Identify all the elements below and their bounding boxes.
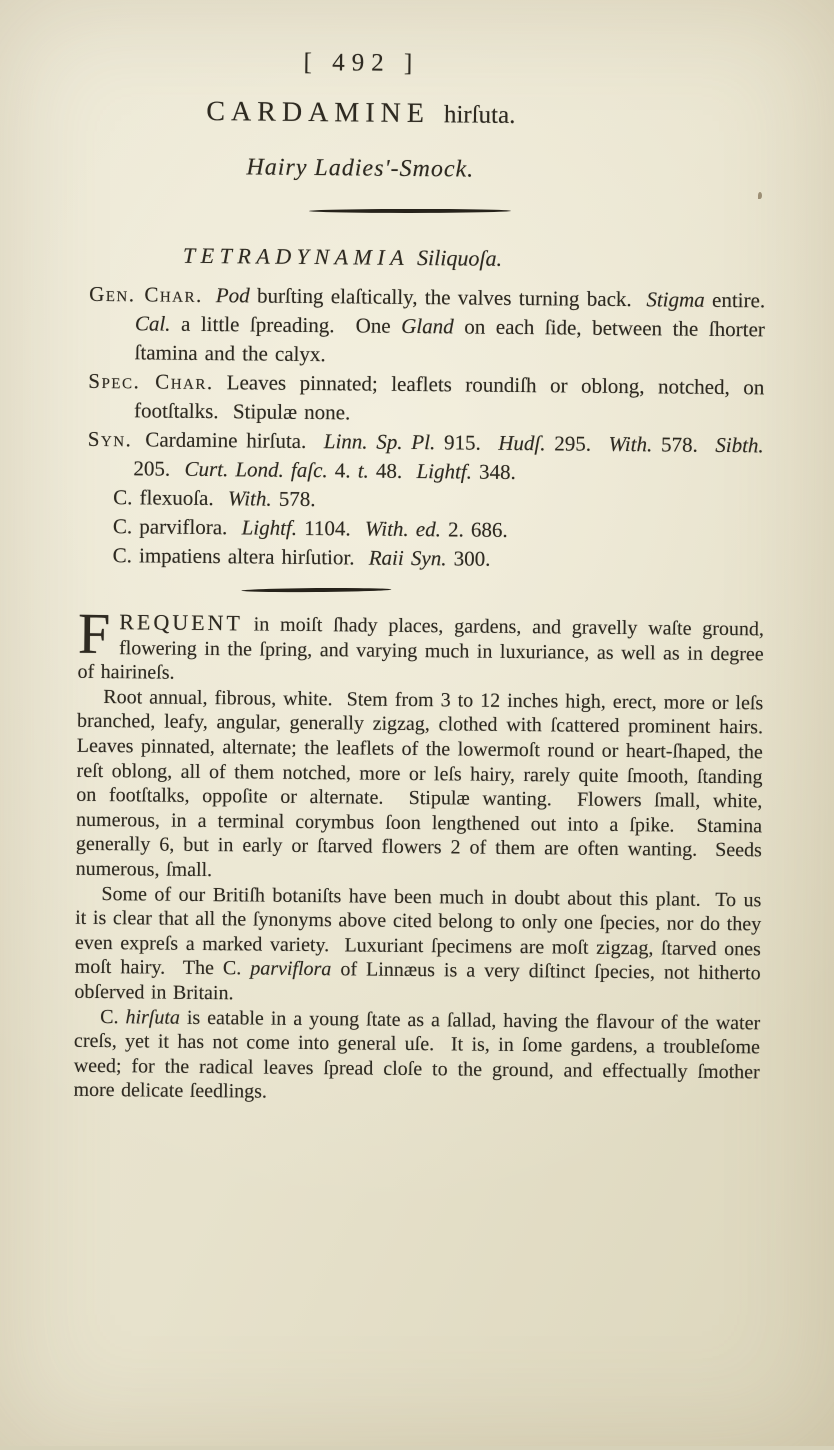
description-section — [73, 600, 777, 1109]
page-number: [ 492 ] — [303, 48, 420, 78]
lead-word: REQUENT — [119, 609, 244, 636]
synonym-paragraph — [87, 425, 771, 489]
swelled-rule-top — [309, 209, 511, 213]
order-name: TETRADYNAMIA — [182, 242, 410, 270]
body-paragraph-frequent — [77, 600, 771, 691]
spec-char-label: Spec. Char. — [88, 368, 214, 395]
order-section: Siliquoſa. — [416, 245, 503, 271]
species-epithet: hirſuta. — [443, 101, 516, 129]
frequent-text: in moiſt ſhady places, gardens, and gravelly waſte ground, flowering in the ſpring, and varying much in luxuriance, as well as in degree of hairineſs. — [77, 613, 771, 684]
drop-cap: F — [77, 600, 111, 667]
synonym-entry-impatiens: C. impatiens altera hirſutior. Raii Syn. 300. — [112, 543, 491, 571]
syn-label: Syn. — [87, 426, 133, 452]
page-header — [0, 46, 724, 186]
character-section — [87, 280, 780, 576]
species-title — [0, 94, 723, 133]
gen-char-paragraph — [88, 280, 780, 373]
gen-char-label: Gen. Char. — [89, 281, 203, 307]
swelled-rule-middle — [241, 587, 391, 592]
synonym-entry-flexuosa: C. flexuoſa. With. 578. — [113, 485, 316, 512]
synonym-entry-parviflora: C. parviflora. Lightf. 1104. With. ed. 2. 686. — [112, 514, 508, 542]
spec-char-paragraph — [88, 367, 772, 431]
body-paragraph-root: Root annual, fibrous, white. Stem from 3 to 12 inches high, erect, more or leſs branched, leafy, angular, generally zigzag, clothed with ſcattered prominent hairs. Leaves pinnated, alternate; the leaflets of the lowermoſt round or heart-ſhaped, the reſt oblong, all of them notched, more or leſs hairy, rarely quite ſmooth, ſtanding on footſtalks, oppoſite or alternate. Stipulæ wanting. Flowers ſmall, white, numerous, in a terminal corymbus ſoon lengthened out into a ſpike. Stamina generally 6, but in early or ſtarved flowers 2 of them are often wanting. Seeds numerous, ſmall. — [75, 685, 777, 882]
taxonomy-heading — [0, 241, 688, 274]
body-paragraph-eatable: C. hirſuta is eatable in a young ſtate as a ſallad, having the flavour of the water creſs, yet it has not come into general uſe. It is, in ſome gardens, a troubleſome weed; for the radical leaves ſpread cloſe to the ground, and effectually ſmother more delicate ſeedlings. — [73, 1005, 767, 1103]
spec-char-text: Leaves pinnated; leaflets roundiſh or oblong, notched, on footſtalks. Stipulæ none. — [133, 370, 772, 425]
body-paragraph-doubt: Some of our Britiſh botaniſts have been much in doubt about this plant. To us it is clear that all the ſynonyms above cited belong to only one ſpecies, nor do they even expreſs a marked variety. Luxuriant ſpecimens are moſt zigzag, ſtarved ones moſt hairy. The C. parviflora of Linnæus is a very diſtinct ſpecies, not hitherto obſerved in Britain. — [74, 882, 768, 1005]
ink-speck — [758, 192, 762, 199]
common-name: Hairy Ladies'-Smock. — [246, 154, 475, 183]
gen-char-text: Pod burſting elaſtically, the valves turning back. Stigma entire. Cal. a little ſpreading. One Gland on each ſide, between the ſhorter ſtamina and the calyx. — [134, 283, 780, 367]
syn-text: Cardamine hirſuta. Linn. Sp. Pl. 915. Hudſ. 295. With. 578. Sibth. 205. Curt. Lond. faſc. 4. t. 48. Lightf. 348. — [133, 427, 771, 484]
genus-name: CARDAMINE — [206, 95, 431, 130]
